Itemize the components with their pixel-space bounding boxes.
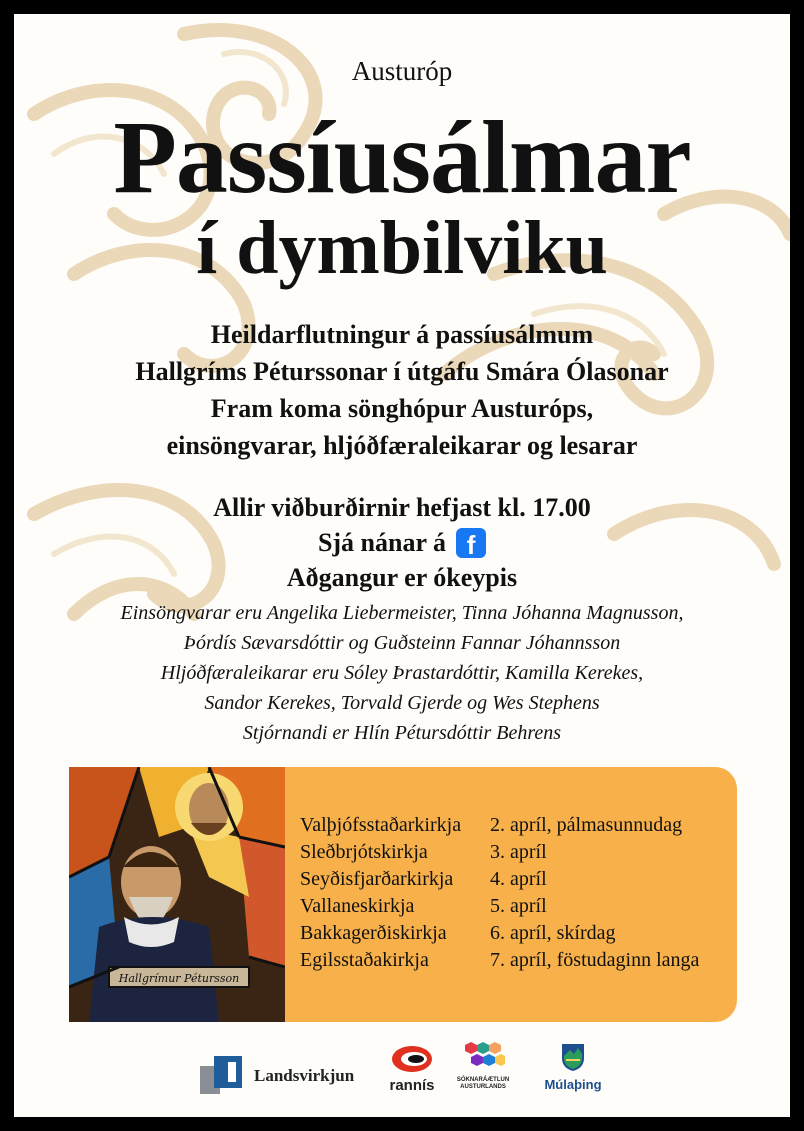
event-date: 7. apríl, föstudaginn langa bbox=[490, 949, 700, 971]
more-info-text: Sjá nánar á bbox=[317, 528, 447, 557]
soknaraaetlun-logo bbox=[450, 1040, 516, 1091]
stained-glass-image bbox=[69, 767, 285, 1022]
event-title: Passíusálmar bbox=[113, 100, 691, 215]
church-name: Vallaneskirkja bbox=[300, 895, 415, 917]
start-time: Allir viðburðirnir hefjast kl. 17.00 bbox=[213, 493, 591, 522]
mulathing-name: Múlaþing bbox=[544, 1077, 602, 1092]
performers-line: Hljóðfæraleikarar eru Sóley Þrastardóttir, Kamilla Kerekes, bbox=[160, 662, 644, 684]
mulathing-shield-icon bbox=[560, 1042, 586, 1072]
soknaraaetlun-name: SÓKNARÁÆTLUN AUSTURLANDS bbox=[456, 1077, 510, 1090]
event-subtitle: í dymbilviku bbox=[196, 206, 608, 290]
performers-line: Sandor Kerekes, Torvald Gjerde og Wes Stephens bbox=[204, 692, 600, 714]
stained-glass-caption: Hallgrímur Pétursson bbox=[118, 972, 240, 985]
performers-line: Þórdís Sævarsdóttir og Guðsteinn Fannar Jóhannsson bbox=[183, 632, 621, 654]
event-date: 6. apríl, skírdag bbox=[490, 922, 616, 944]
soknaraaetlun-icon bbox=[461, 1040, 505, 1072]
description-line: Hallgríms Péturssonar í útgáfu Smára Ólasonar bbox=[135, 357, 669, 386]
schedule-row bbox=[300, 812, 699, 839]
event-date: 2. apríl, pálmasunnudag bbox=[490, 814, 683, 836]
schedule-row bbox=[300, 947, 699, 974]
event-date: 4. apríl bbox=[490, 868, 547, 890]
info-block bbox=[14, 490, 790, 595]
mulathing-logo bbox=[538, 1042, 608, 1092]
event-date: 5. apríl bbox=[490, 895, 547, 917]
performers-line: Einsöngvarar eru Angelika Liebermeister, Tinna Jóhanna Magnusson, bbox=[120, 602, 684, 624]
description-line: Fram koma sönghópur Austuróps, bbox=[210, 394, 594, 423]
rannis-icon bbox=[390, 1044, 434, 1074]
landsvirkjun-logo bbox=[200, 1056, 246, 1099]
description-line: einsöngvarar, hljóðfæraleikarar og lesarar bbox=[166, 431, 638, 460]
description-line: Heildarflutningur á passíusálmum bbox=[210, 320, 594, 349]
schedule-list bbox=[300, 812, 699, 974]
facebook-icon[interactable]: f bbox=[456, 528, 486, 558]
performers-block bbox=[14, 598, 790, 748]
church-name: Sleðbrjótskirkja bbox=[300, 841, 428, 863]
schedule-row bbox=[300, 839, 699, 866]
church-name: Bakkagerðiskirkja bbox=[300, 922, 447, 944]
event-date: 3. apríl bbox=[490, 841, 547, 863]
church-name: Seyðisfjarðarkirkja bbox=[300, 868, 454, 890]
sponsor-logos bbox=[14, 1044, 790, 1104]
schedule-row bbox=[300, 866, 699, 893]
schedule-row bbox=[300, 920, 699, 947]
church-name: Valþjófsstaðarkirkja bbox=[300, 814, 462, 836]
rannis-name: rannís bbox=[389, 1077, 435, 1094]
admission-text: Aðgangur er ókeypis bbox=[286, 563, 518, 592]
poster bbox=[14, 14, 790, 1117]
stained-glass-art bbox=[69, 767, 285, 1022]
church-name: Egilsstaðakirkja bbox=[300, 949, 429, 971]
description-block bbox=[14, 316, 790, 464]
performers-line: Stjórnandi er Hlín Pétursdóttir Behrens bbox=[242, 722, 562, 744]
landsvirkjun-name: Landsvirkjun bbox=[254, 1066, 355, 1085]
schedule-row bbox=[300, 893, 699, 920]
rannis-logo bbox=[382, 1044, 442, 1094]
landsvirkjun-icon bbox=[200, 1056, 246, 1094]
organizer-name: Austuróp bbox=[351, 56, 453, 86]
